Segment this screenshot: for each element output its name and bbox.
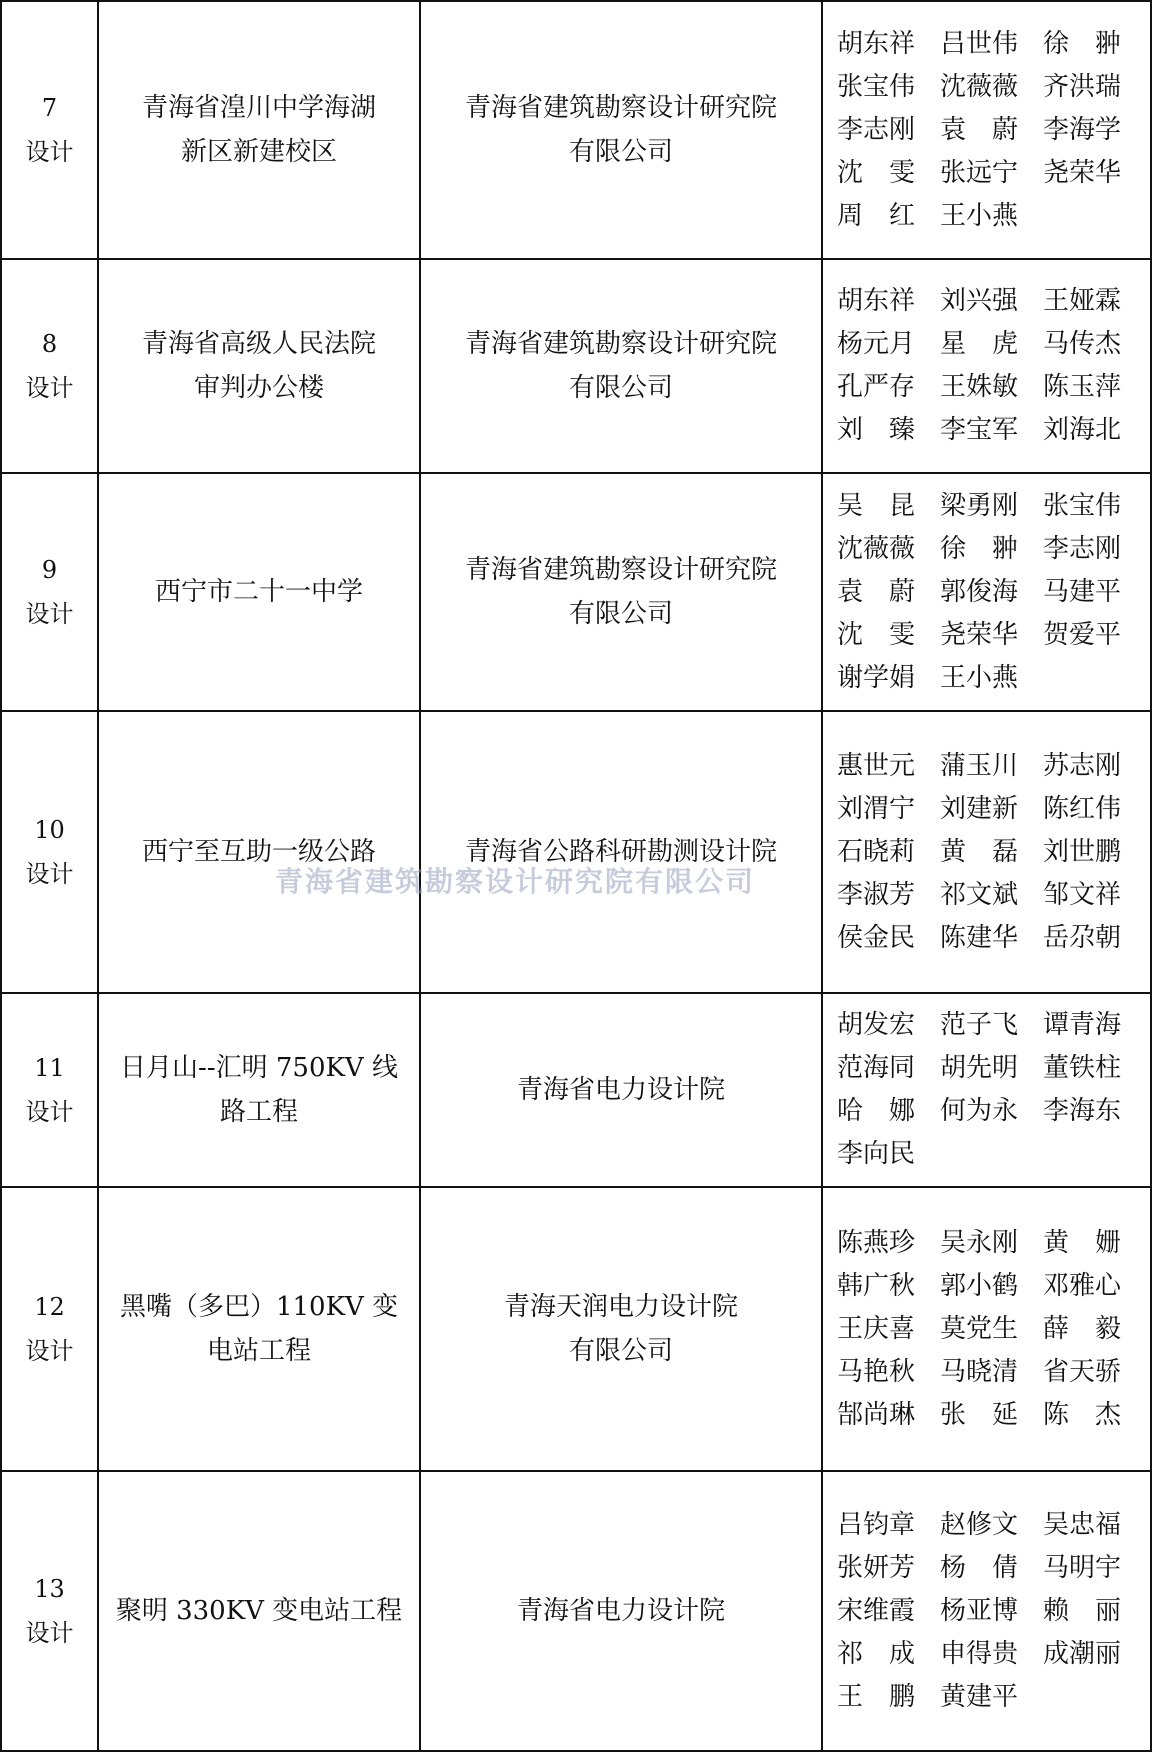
person-name: 范海同 — [837, 1053, 916, 1083]
design-unit-line: 有限公司 — [568, 1336, 673, 1366]
person-name: 袁 蔚 — [940, 114, 1019, 145]
table-row — [1, 993, 1151, 1187]
personnel-line — [837, 1676, 1146, 1719]
personnel-line — [837, 1590, 1146, 1633]
row-category: 设计 — [25, 1098, 74, 1126]
design-unit-line: 青海省电力设计院 — [516, 1596, 725, 1626]
person-name: 申得贵 — [940, 1638, 1019, 1669]
person-name: 蒲玉川 — [940, 750, 1019, 781]
person-name: 韩广秋 — [837, 1270, 916, 1301]
personnel-line — [837, 1547, 1146, 1590]
personnel-line — [837, 1351, 1146, 1394]
personnel-line — [837, 1090, 1146, 1133]
person-name: 李海东 — [1043, 1096, 1122, 1126]
watermark-text: 青海省建筑勘察设计研究院有限公司 — [275, 865, 756, 898]
personnel-line — [837, 366, 1146, 409]
person-name: 赵修文 — [940, 1509, 1019, 1540]
design-unit-line: 青海省建筑勘察设计研究院 — [464, 555, 777, 585]
row-number-cell — [1, 1471, 98, 1751]
personnel-line — [837, 745, 1146, 788]
person-name: 张妍芳 — [837, 1552, 916, 1583]
person-name: 张宝伟 — [837, 71, 916, 102]
personnel-line — [837, 788, 1146, 831]
person-name: 齐洪瑞 — [1043, 71, 1122, 102]
person-name: 吴忠福 — [1043, 1509, 1122, 1540]
person-name: 吴永刚 — [940, 1227, 1019, 1258]
person-name: 郭小鹤 — [940, 1270, 1019, 1301]
person-name: 薛 毅 — [1043, 1313, 1122, 1344]
person-name: 莫党生 — [940, 1313, 1019, 1344]
personnel-line — [837, 1308, 1146, 1351]
row-number-cell — [1, 473, 98, 711]
person-name: 谢学娟 — [837, 662, 916, 693]
person-name: 陈红伟 — [1043, 793, 1122, 824]
person-name: 陈建华 — [940, 922, 1019, 953]
design-unit-cell — [420, 993, 822, 1187]
person-name: 黄 姗 — [1043, 1227, 1122, 1258]
person-name: 王姝敏 — [940, 372, 1019, 402]
project-name-cell — [98, 711, 420, 993]
project-name-line: 新区新建校区 — [180, 137, 337, 167]
person-name: 赖 丽 — [1043, 1595, 1122, 1626]
person-name: 孔严存 — [837, 372, 916, 402]
personnel-line — [837, 485, 1146, 528]
personnel-line — [837, 1047, 1146, 1090]
person-name: 马建平 — [1043, 576, 1122, 607]
project-name-line: 青海省湟川中学海湖 — [141, 93, 376, 123]
personnel-line — [837, 109, 1146, 152]
table-row — [1, 1, 1151, 259]
person-name: 马晓清 — [940, 1356, 1019, 1387]
person-name: 刘建新 — [940, 793, 1019, 824]
design-unit-line: 青海省建筑勘察设计研究院 — [464, 93, 777, 123]
row-category: 设计 — [25, 1619, 74, 1647]
design-unit-line: 青海省公路科研勘测设计院 — [464, 837, 777, 867]
person-name: 沈薇薇 — [940, 71, 1019, 102]
design-unit-cell — [420, 473, 822, 711]
person-name: 石晓莉 — [837, 836, 916, 867]
person-name: 祁文斌 — [940, 879, 1019, 910]
project-name-line: 青海省高级人民法院 — [141, 329, 376, 359]
row-number-cell — [1, 711, 98, 993]
design-unit-cell — [420, 1471, 822, 1751]
row-number: 9 — [41, 556, 58, 584]
project-name-cell — [98, 473, 420, 711]
person-name: 董铁柱 — [1043, 1053, 1122, 1083]
person-name: 李海学 — [1043, 114, 1122, 145]
personnel-line — [837, 831, 1146, 874]
person-name: 宋维霞 — [837, 1595, 916, 1626]
row-category: 设计 — [25, 138, 74, 166]
personnel-line — [837, 1133, 1146, 1176]
person-name: 吴 昆 — [837, 490, 916, 521]
row-number: 11 — [34, 1054, 65, 1082]
project-name-cell — [98, 1, 420, 259]
row-category: 设计 — [25, 1337, 74, 1365]
person-name: 何为永 — [940, 1096, 1019, 1126]
person-name: 王 鹏 — [837, 1681, 916, 1712]
personnel-cell — [822, 1471, 1151, 1751]
person-name: 贺爱平 — [1043, 619, 1122, 650]
design-unit-line: 青海省建筑勘察设计研究院 — [464, 329, 777, 359]
person-name: 沈 雯 — [837, 619, 916, 650]
table-row — [1, 711, 1151, 993]
person-name: 徐 翀 — [940, 533, 1019, 564]
person-name: 谭青海 — [1043, 1010, 1122, 1040]
row-number: 12 — [34, 1293, 65, 1321]
person-name: 邓雅心 — [1043, 1270, 1122, 1301]
person-name: 成潮丽 — [1043, 1638, 1122, 1669]
person-name: 李志刚 — [837, 114, 916, 145]
row-number-cell — [1, 259, 98, 473]
personnel-line — [837, 614, 1146, 657]
design-unit-cell — [420, 711, 822, 993]
person-name: 梁勇刚 — [940, 490, 1019, 521]
personnel-line — [837, 152, 1146, 195]
personnel-line — [837, 323, 1146, 366]
personnel-line — [837, 528, 1146, 571]
design-unit-cell — [420, 1187, 822, 1471]
design-unit-line: 有限公司 — [568, 373, 673, 403]
project-name-line: 日月山--汇明 750KV 线 — [120, 1053, 398, 1083]
person-name: 杨元月 — [837, 329, 916, 359]
project-name-line: 西宁至互助一级公路 — [141, 837, 376, 867]
project-name-line: 电站工程 — [206, 1336, 311, 1366]
personnel-line — [837, 874, 1146, 917]
project-name-line: 西宁市二十一中学 — [154, 577, 363, 607]
person-name: 王庆喜 — [837, 1313, 916, 1344]
person-name: 马艳秋 — [837, 1356, 916, 1387]
row-number-cell — [1, 1187, 98, 1471]
person-name: 尧荣华 — [1043, 157, 1122, 188]
person-name: 哈 娜 — [837, 1096, 916, 1126]
project-name-cell — [98, 1187, 420, 1471]
project-name-line: 路工程 — [219, 1097, 298, 1127]
person-name: 惠世元 — [837, 750, 916, 781]
person-name: 省天骄 — [1043, 1356, 1122, 1387]
row-number: 7 — [41, 94, 58, 122]
person-name: 吕钧章 — [837, 1509, 916, 1540]
person-name: 王小燕 — [940, 662, 1019, 693]
row-category: 设计 — [25, 374, 74, 402]
person-name: 苏志刚 — [1043, 750, 1122, 781]
project-name-line: 黑嘴（多巴）110KV 变 — [119, 1292, 399, 1322]
personnel-line — [837, 23, 1146, 66]
person-name: 张宝伟 — [1043, 490, 1122, 521]
person-name: 沈薇薇 — [837, 533, 916, 564]
person-name: 范子飞 — [940, 1010, 1019, 1040]
design-unit-line: 有限公司 — [568, 599, 673, 629]
personnel-line — [837, 1633, 1146, 1676]
person-name: 刘 臻 — [837, 415, 916, 445]
person-name: 沈 雯 — [837, 157, 916, 188]
person-name: 祁 成 — [837, 1638, 916, 1669]
table-row — [1, 1471, 1151, 1751]
personnel-cell — [822, 711, 1151, 993]
person-name: 张远宁 — [940, 157, 1019, 188]
row-number-cell — [1, 993, 98, 1187]
person-name: 刘兴强 — [940, 286, 1019, 316]
personnel-line — [837, 657, 1146, 700]
personnel-line — [837, 917, 1146, 960]
person-name: 张 延 — [940, 1399, 1019, 1430]
table-row — [1, 1187, 1151, 1471]
person-name: 杨亚博 — [940, 1595, 1019, 1626]
design-unit-line: 青海天润电力设计院 — [503, 1292, 738, 1322]
person-name: 马传杰 — [1043, 329, 1122, 359]
project-name-line: 聚明 330KV 变电站工程 — [115, 1596, 403, 1626]
person-name: 吕世伟 — [940, 28, 1019, 59]
project-name-line: 审判办公楼 — [193, 373, 324, 403]
personnel-line — [837, 195, 1146, 238]
person-name: 邹文祥 — [1043, 879, 1122, 910]
person-name: 岳尕朝 — [1043, 922, 1122, 953]
person-name: 郭俊海 — [940, 576, 1019, 607]
person-name: 陈玉萍 — [1043, 372, 1122, 402]
person-name: 李志刚 — [1043, 533, 1122, 564]
table-row — [1, 259, 1151, 473]
personnel-line — [837, 1504, 1146, 1547]
design-unit-line: 有限公司 — [568, 137, 673, 167]
personnel-line — [837, 409, 1146, 452]
person-name: 周 红 — [837, 200, 916, 231]
person-name: 陈 杰 — [1043, 1399, 1122, 1430]
row-number-cell — [1, 1, 98, 259]
person-name: 黄建平 — [940, 1681, 1019, 1712]
personnel-cell — [822, 259, 1151, 473]
design-unit-cell — [420, 1, 822, 259]
person-name: 杨 倩 — [940, 1552, 1019, 1583]
table-body — [1, 1, 1151, 1751]
person-name: 王娅霖 — [1043, 286, 1122, 316]
personnel-line — [837, 280, 1146, 323]
person-name: 侯金民 — [837, 922, 916, 953]
person-name: 刘渭宁 — [837, 793, 916, 824]
row-number: 10 — [34, 816, 65, 844]
project-name-cell — [98, 259, 420, 473]
project-name-cell — [98, 993, 420, 1187]
person-name: 胡发宏 — [837, 1010, 916, 1040]
person-name: 徐 翀 — [1043, 28, 1122, 59]
person-name: 李向民 — [837, 1139, 916, 1169]
person-name: 尧荣华 — [940, 619, 1019, 650]
personnel-line — [837, 1265, 1146, 1308]
personnel-cell — [822, 993, 1151, 1187]
person-name: 胡东祥 — [837, 286, 916, 316]
person-name: 刘世鹏 — [1043, 836, 1122, 867]
personnel-cell — [822, 1, 1151, 259]
personnel-cell — [822, 473, 1151, 711]
row-category: 设计 — [25, 860, 74, 888]
person-name: 袁 蔚 — [837, 576, 916, 607]
row-number: 8 — [41, 330, 58, 358]
personnel-line — [837, 1222, 1146, 1265]
person-name: 李淑芳 — [837, 879, 916, 910]
design-unit-cell — [420, 259, 822, 473]
personnel-line — [837, 571, 1146, 614]
row-category: 设计 — [25, 600, 74, 628]
person-name: 刘海北 — [1043, 415, 1122, 445]
personnel-line — [837, 1004, 1146, 1047]
person-name: 马明宇 — [1043, 1552, 1122, 1583]
table-row — [1, 473, 1151, 711]
person-name: 胡东祥 — [837, 28, 916, 59]
personnel-line — [837, 1394, 1146, 1437]
row-number: 13 — [34, 1575, 65, 1603]
design-unit-line: 青海省电力设计院 — [516, 1075, 725, 1105]
personnel-cell — [822, 1187, 1151, 1471]
person-name: 胡先明 — [940, 1053, 1019, 1083]
personnel-line — [837, 66, 1146, 109]
person-name: 星 虎 — [940, 329, 1019, 359]
person-name: 李宝军 — [940, 415, 1019, 445]
project-name-cell — [98, 1471, 420, 1751]
person-name: 黄 磊 — [940, 836, 1019, 867]
person-name: 王小燕 — [940, 200, 1019, 231]
person-name: 陈燕珍 — [837, 1227, 916, 1258]
person-name: 郜尚琳 — [837, 1399, 916, 1430]
